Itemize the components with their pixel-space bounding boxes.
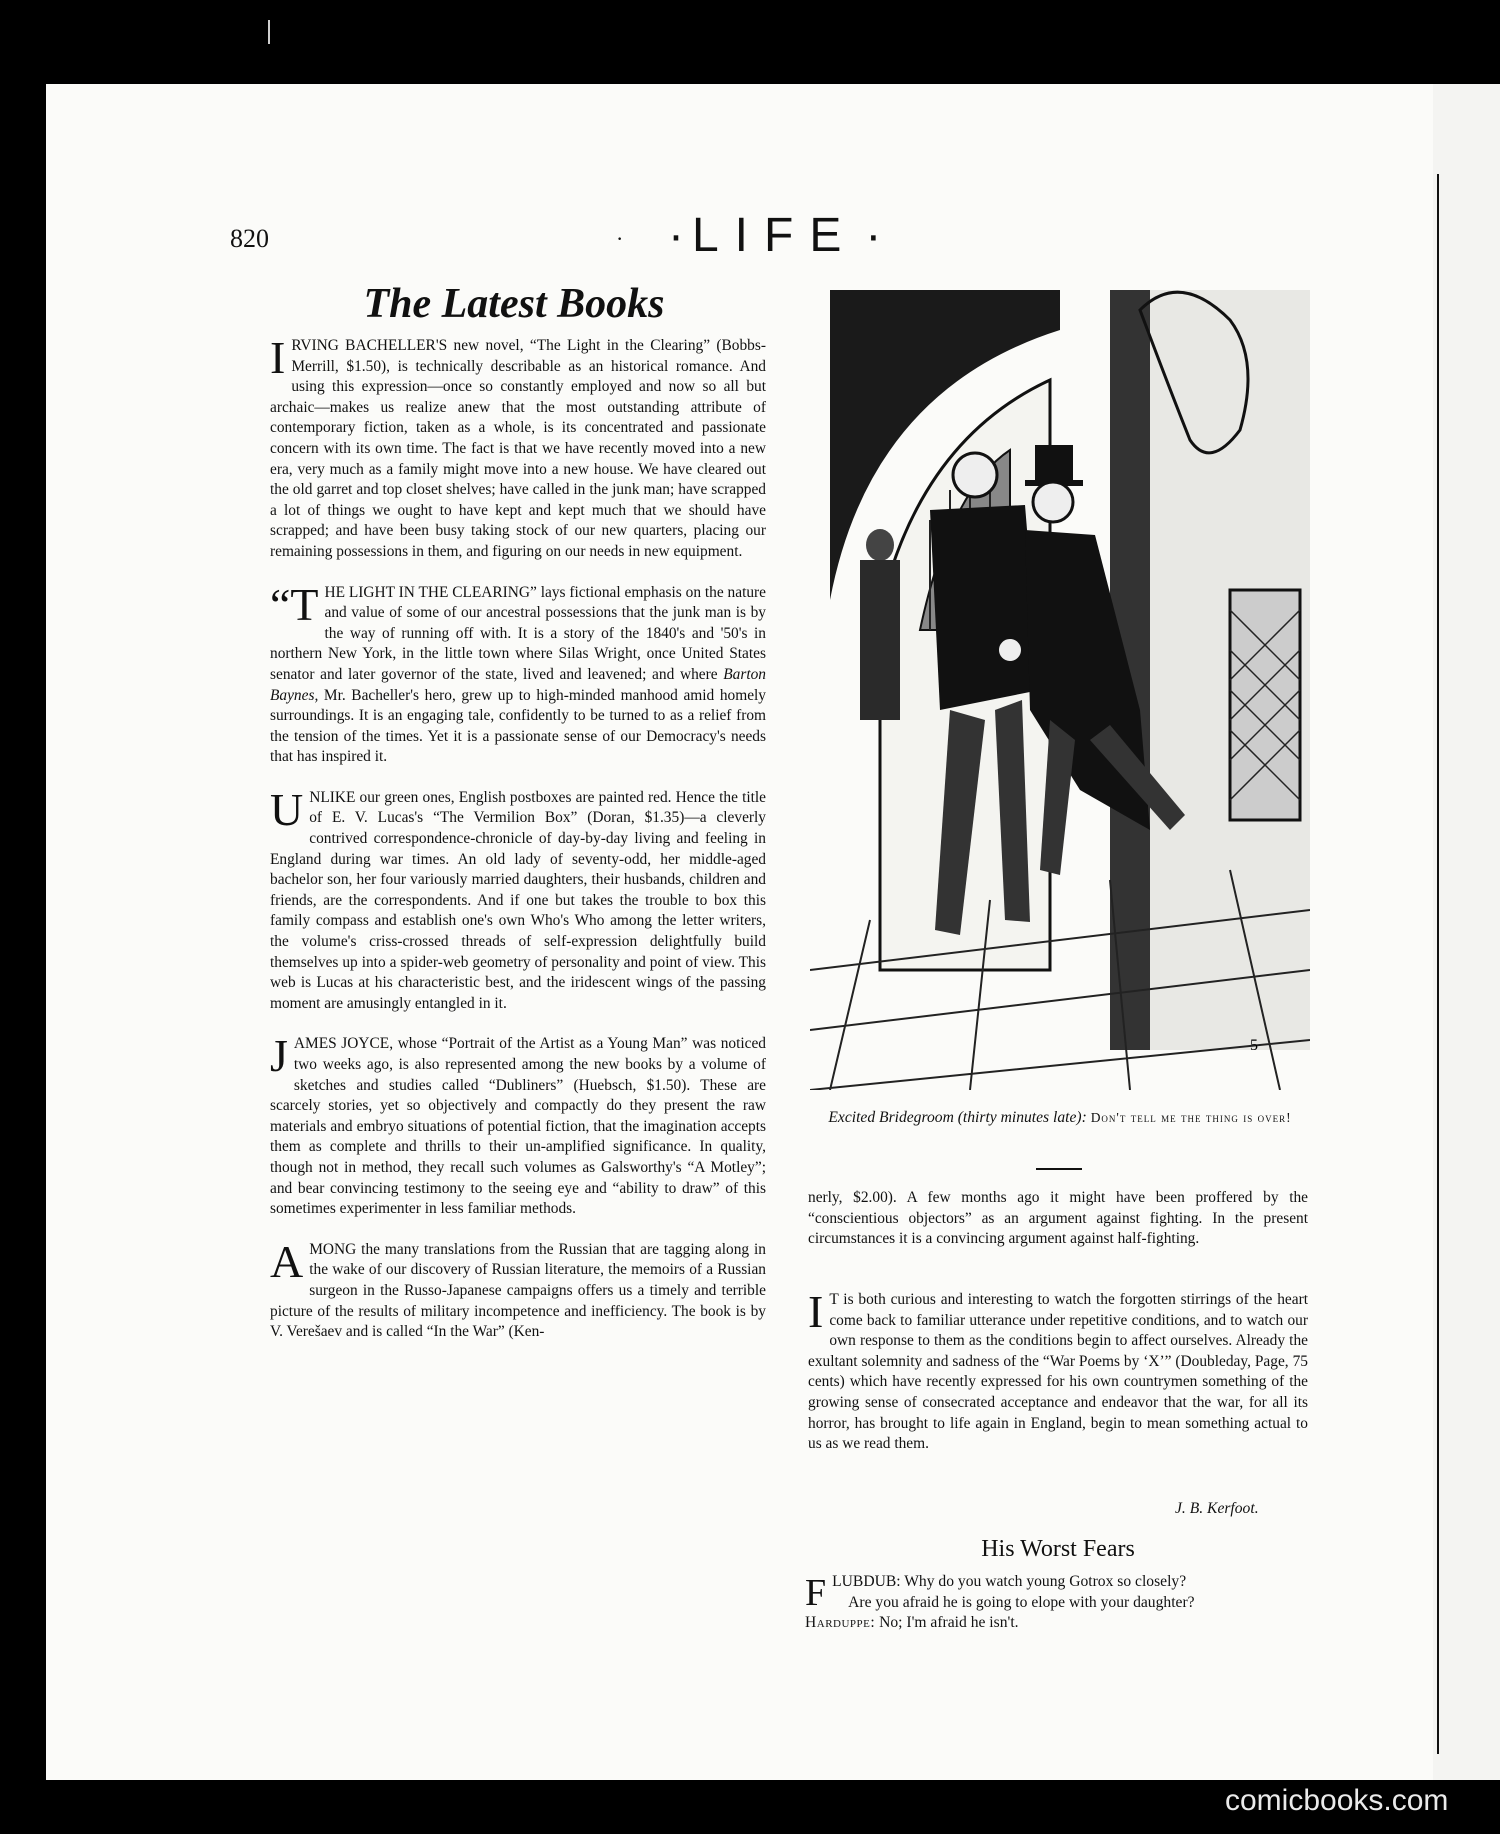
header-dot: · xyxy=(616,226,624,251)
artist-signature: 5 xyxy=(1250,1037,1258,1054)
dropcap: A xyxy=(270,1235,304,1287)
article-war-poems: I T is both curious and interesting to watch the forgotten stirrings of the heart come back to familiar utterance under repetitive conditions, and to watch our own response to them as the conditions begin to affect ourselves. Already the exultant solemnity and sadness of the “War Poems by ‘X’” (Doubleday, Page, 75 cents) which have recently expressed for his own countrymen something of the growing sense of consecrated acceptance and endeavor that the war, for all its horror, has brought to life again in England, begin to mean something actual to us as we read them. xyxy=(808,1286,1308,1453)
article-in-the-war: AMONG the many translations from the Russian that are tagging along in the wake of our discovery of Russian literature, the memoirs of a Russian surgeon in the Russo-Japanese campaigns offers us a timely and terrible picture of the results of military incompetence and inefficiency. The book is by V. Verešaev and is called “In the War” (Ken- xyxy=(270,1235,766,1341)
dialogue-line-1: FLUBDUB: Why do you watch young Gotrox so closely? Are you afraid he is going to elope with your daughter? xyxy=(805,1572,1195,1614)
dropcap: U xyxy=(270,783,304,835)
adjacent-page-edge xyxy=(1433,84,1500,1780)
section-title: The Latest Books xyxy=(363,281,665,327)
film-scratch xyxy=(268,20,270,44)
sub-article-dialogue xyxy=(805,1572,1310,1634)
dropcap: J xyxy=(270,1030,288,1082)
dialogue-line-2: Harduppe: No; I'm afraid he isn't. xyxy=(805,1614,1019,1632)
left-column xyxy=(270,332,766,1363)
illustration-caption: Excited Bridegroom (thirty minutes late): Don't tell me the thing is over! xyxy=(828,1109,1292,1126)
site-watermark: comicbooks.com xyxy=(1225,1784,1449,1817)
dropcap: “T xyxy=(270,578,319,630)
binding-rule xyxy=(1437,174,1439,1754)
author-signature: J. B. Kerfoot. xyxy=(1175,1500,1259,1517)
article-dubliners: JAMES JOYCE, whose “Portrait of the Artist as a Young Man” was noticed two weeks ago, is also represented among the new books by a volume of sketches and studies called “Dubliners” (Huebsch, $1.50). These are scarcely stories, yet so objectively and compactly do they present the raw materials and embryo situations of potential fiction, that the imagination accepts them as complete and thrills to their un-amplified significance. In quality, though not in method, they recall such volumes as Galsworthy's “A Motley”; and bear convincing testimony to the seeing eye and “ability to draw” of this sometimes experimenter in less familiar methods. xyxy=(270,1030,766,1218)
article-bacheller: IRVING BACHELLER'S new novel, “The Light in the Clearing” (Bobbs-Merrill, $1.50), is technically describable as an historical romance. And using this expression—once so constantly employed and now so all but archaic—makes us realize anew that the most outstanding attribute of contemporary fiction, taken as a whole, is its concentrated and passionate concern with its own time. The fact is that we have recently moved into a new era, very much as a family might move into a new house. We have cleared out the old garret and top closet shelves; have called in the junk man; have scrapped a lot of things we ought to have kept and kept much that we should have scrapped; and have been busy taking stock of our new quarters, placing our remaining possessions in them, and figuring on our needs in new equipment. xyxy=(270,332,766,560)
bridegroom-illustration xyxy=(810,270,1310,1090)
article-vermilion-box: UNLIKE our green ones, English postboxes are painted red. Hence the title of E. V. Lucas's “The Vermilion Box” (Doran, $1.35)—a cleverly contrived correspondence-chronicle of day-by-day living and feeling in England during war times. An old lady of seventy-odd, her middle-aged bachelor son, her four variously married daughters, their husbands, children and friends, are the correspondents. And if one but takes the trouble to box this family compass and establish one's own Who's Who among the letter writers, the volume's criss-crossed threads of self-expression delightfully build themselves up into a spider-web geometry of personality and point of view. This web is Lucas at his characteristic best, and the iridescent wings of the passing moment are amusingly entangled in it. xyxy=(270,783,766,1012)
article-light-clearing: “THE LIGHT IN THE CLEARING” lays fictional emphasis on the nature and value of some of our ancestral possessions that the junk man is by the way of running off with. It is a story of the 1840's and '50's in northern New York, in the little town where Silas Wright, once United States senator and later governor of the state, lived and leavened; and where Barton Baynes, Mr. Bacheller's hero, grew up to high-minded manhood amid homely surroundings. It is an engaging tale, confidently to be turned to as a relief from the tension of the times. Yet it is a passionate sense of our Democracy's needs that has inspired it. xyxy=(270,578,766,766)
dropcap: I xyxy=(808,1286,824,1337)
dropcap: I xyxy=(270,332,286,383)
caption-divider xyxy=(1036,1168,1082,1170)
continuation-text: nerly, $2.00). A few months ago it might have been proffered by the “conscientious objectors” as an argument against fighting. In the present circumstances it is a convincing argument against half-fighting. xyxy=(808,1189,1308,1248)
page-number: 820 xyxy=(230,224,269,253)
magazine-title: · LIFE · xyxy=(660,208,889,263)
sub-article-title: His Worst Fears xyxy=(981,1536,1135,1562)
dropcap: F xyxy=(805,1572,827,1614)
